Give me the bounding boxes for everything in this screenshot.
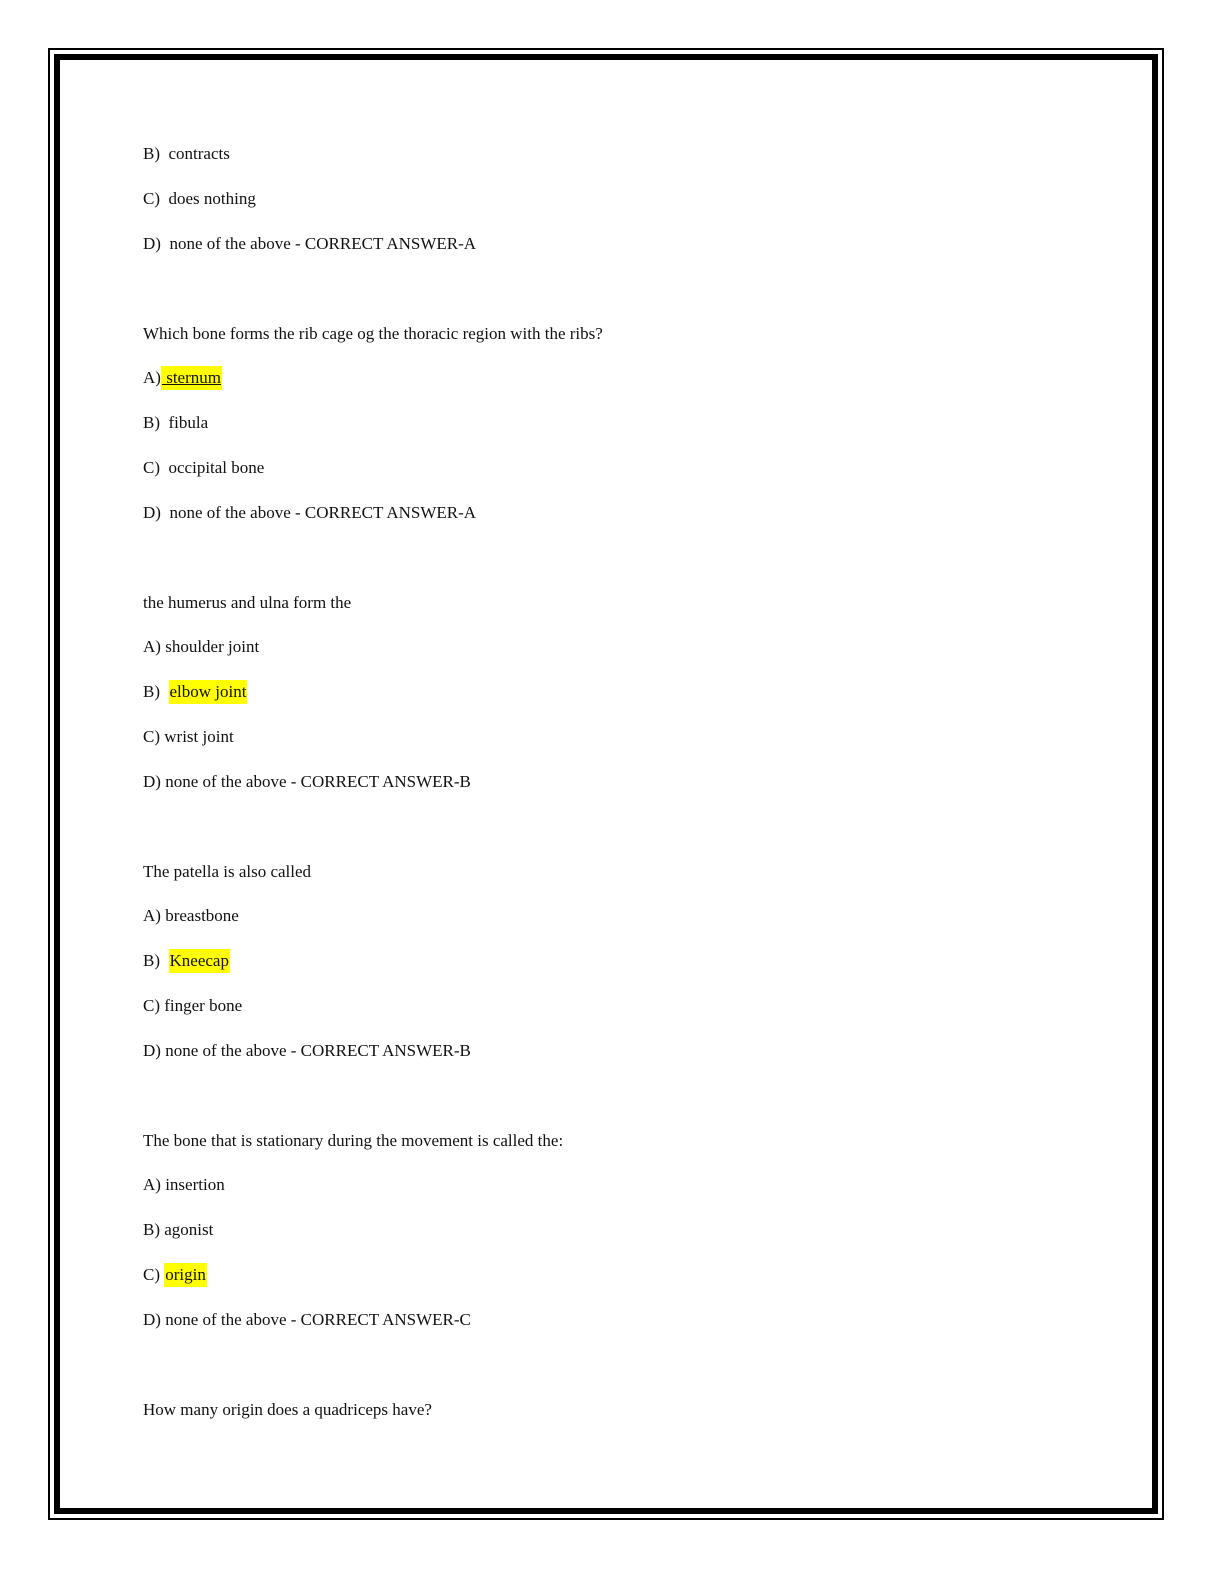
option-c: C) occipital bone [143, 458, 265, 477]
option-b: B) fibula [143, 413, 209, 432]
option-text: wrist joint [164, 727, 234, 746]
option-d-answer: D) none of the above - CORRECT ANSWER-C [143, 1310, 471, 1329]
option-a: A) insertion [143, 1175, 225, 1194]
option-text: agonist [164, 1220, 214, 1239]
option-text: none of the above - CORRECT ANSWER-B [165, 772, 471, 791]
option-d-answer: D) none of the above - CORRECT ANSWER-A [143, 503, 477, 522]
highlighted-answer: sternum [161, 366, 222, 390]
highlighted-answer: origin [164, 1263, 207, 1287]
highlighted-answer: elbow joint [169, 680, 248, 704]
option-b: B) contracts [143, 144, 230, 163]
option-text: insertion [165, 1175, 225, 1194]
option-a: A) breastbone [143, 906, 239, 925]
option-a: A) shoulder joint [143, 637, 260, 656]
option-b: B) elbow joint [143, 681, 247, 703]
option-text: none of the above - CORRECT ANSWER-A [169, 234, 477, 253]
option-text: none of the above - CORRECT ANSWER-A [169, 503, 477, 522]
option-text: does nothing [168, 189, 256, 208]
option-text: none of the above - CORRECT ANSWER-C [165, 1310, 471, 1329]
question-text: Which bone forms the rib cage og the thoracic region with the ribs? [143, 324, 603, 343]
option-d-answer: D) none of the above - CORRECT ANSWER-A [143, 234, 477, 253]
option-text: occipital bone [168, 458, 265, 477]
option-d-answer: D) none of the above - CORRECT ANSWER-B [143, 772, 471, 791]
option-text: none of the above - CORRECT ANSWER-B [165, 1041, 471, 1060]
question-text: The bone that is stationary during the movement is called the: [143, 1131, 564, 1150]
option-c: C) finger bone [143, 996, 243, 1015]
option-b: B) Kneecap [143, 950, 230, 972]
option-text: breastbone [165, 906, 239, 925]
option-c: C) does nothing [143, 189, 256, 208]
question-text: The patella is also called [143, 862, 312, 881]
option-text: contracts [168, 144, 230, 163]
option-text: finger bone [164, 996, 243, 1015]
question-text: the humerus and ulna form the [143, 593, 352, 612]
option-a: A) sternum [143, 367, 222, 389]
option-text: fibula [168, 413, 209, 432]
option-d-answer: D) none of the above - CORRECT ANSWER-B [143, 1041, 471, 1060]
option-text: shoulder joint [165, 637, 260, 656]
option-c: C) wrist joint [143, 727, 234, 746]
option-c: C) origin [143, 1264, 207, 1286]
option-b: B) agonist [143, 1220, 214, 1239]
question-text: How many origin does a quadriceps have? [143, 1400, 432, 1419]
highlighted-answer: Kneecap [169, 949, 230, 973]
